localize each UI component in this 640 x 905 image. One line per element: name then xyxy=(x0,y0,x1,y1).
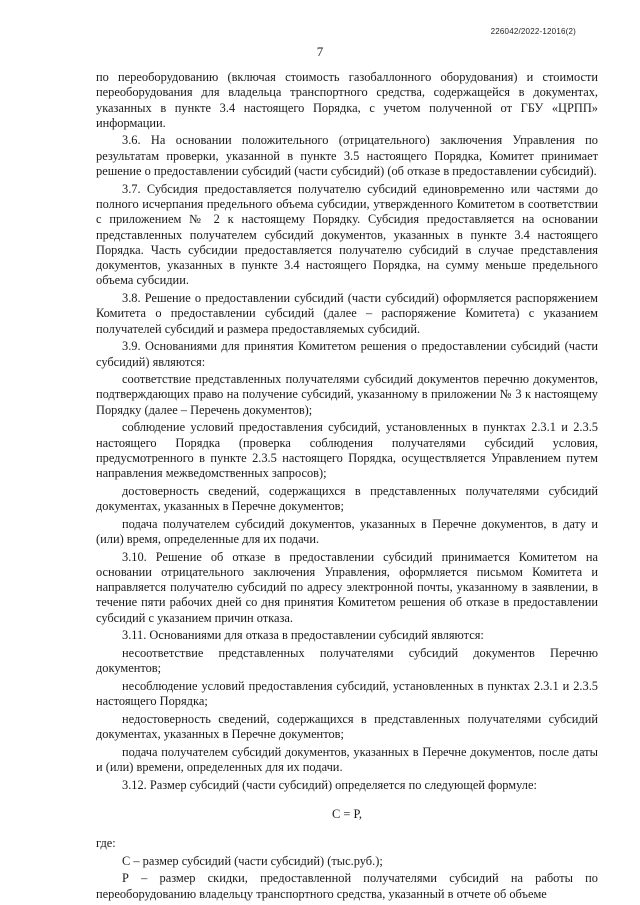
definition-c: С – размер субсидий (части субсидий) (тыс.руб.); xyxy=(122,853,383,868)
paragraph-3-11-item-3: недостоверность сведений, содержащихся в представленных получателями субсидий документах, указанных в Перечне документов; xyxy=(96,711,598,742)
formula: С = Р, xyxy=(332,806,362,821)
paragraph-3-8: 3.8. Решение о предоставлении субсидий (части субсидий) оформляется распоряжением Комитета о предоставлении субсидий (далее – распоряжение Комитета) с указанием получателей субсидий и размера предоставляемых субсидий. xyxy=(96,291,598,336)
page-number: 7 xyxy=(316,44,324,59)
paragraph-3-11-item-1: несоответствие представленных получателями субсидий документов Перечню документов; xyxy=(96,645,598,676)
document-id: 226042/2022-12016(2) xyxy=(490,27,576,36)
paragraph-3-6: 3.6. На основании положительного (отрицательного) заключения Управления по результатам проверки, указанной в пункте 3.5 настоящего Порядка, Комитет принимает решение о предоставлении субсидий (части субсидий) (об отказе в предоставлении субсидий). xyxy=(96,133,598,179)
paragraph-3-9-item-3: достоверность сведений, содержащихся в представленных получателями субсидий документах, указанных в Перечне документов; xyxy=(96,483,598,514)
paragraph-3-10: 3.10. Решение об отказе в предоставлении субсидий принимается Комитетом на основании отрицательного заключения Управления, оформляется письмом Комитета и направляется получателю субсидий по адресу электронной почты, указанному в заявлении, в течение пяти рабочих дней со дня принятия Комитетом решения об отказе в предоставлении субсидий с указанием причин отказа. xyxy=(96,549,598,625)
paragraph-3-11-item-4: подача получателем субсидий документов, указанных в Перечне документов, после даты и (или) времени, определенных для их подачи. xyxy=(96,744,598,774)
document-body xyxy=(96,70,598,904)
paragraph-3-12: 3.12. Размер субсидий (части субсидий) определяется по следующей формуле: xyxy=(122,777,537,792)
paragraph-3-9-item-2: соблюдение условий предоставления субсидий, установленных в пунктах 2.3.1 и 2.3.5 настоящего Порядка (проверка соблюдения получателями субсидий условия, предусмотренного в пункте 2.3.5 настоящего Порядка, осуществляется Управлением путем направления межведомственных запросов); xyxy=(96,420,598,481)
paragraph-3-9-item-1: соответствие представленных получателями субсидий документов перечню документов, подтверждающих право на получение субсидий, указанному в приложении № 3 к настоящему Порядку (далее – Перечень документов); xyxy=(96,372,598,417)
paragraph-3-11-item-2: несоблюдение условий предоставления субсидий, установленных в пунктах 2.3.1 и 2.3.5 настоящего Порядка; xyxy=(96,678,598,709)
paragraph-3-9: 3.9. Основаниями для принятия Комитетом решения о предоставлении субсидий (части субсидий) являются: xyxy=(96,339,598,369)
paragraph-3-9-item-4: подача получателем субсидий документов, указанных в Перечне документов, в дату и (или) время, определенные для их подачи. xyxy=(96,516,598,546)
paragraph-3-7: 3.7. Субсидия предоставляется получателю субсидий единовременно или частями до полного исчерпания предельного объема субсидии, утвержденного Комитетом в соответствии с приложением № 2 к настоящему Порядку. Субсидия предоставляется на основании представленных получателем субсидий документов, указанных в пункте 3.4 настоящего Порядка. Часть субсидии предоставляется получателю субсидий в случае представления документов, указанных в пункте 3.4 настоящего Порядка, на сумму меньше предельного объема субсидии. xyxy=(96,181,598,288)
definition-p: Р – размер скидки, предоставленной получателями субсидий на работы по переоборудованию владельцу транспортного средства, указанный в отчете об объеме xyxy=(96,871,598,901)
paragraph-continuation: по переоборудованию (включая стоимость газобаллонного оборудования) и стоимости переоборудования для владельца транспортного средства, содержащейся в документах, указанных в пункте 3.4 настоящего Порядка, с учетом полученной от ГБУ «ЦРПП» информации. xyxy=(96,70,598,130)
where-label: где: xyxy=(96,836,116,851)
paragraph-3-11: 3.11. Основаниями для отказа в предоставлении субсидий являются: xyxy=(122,628,484,643)
